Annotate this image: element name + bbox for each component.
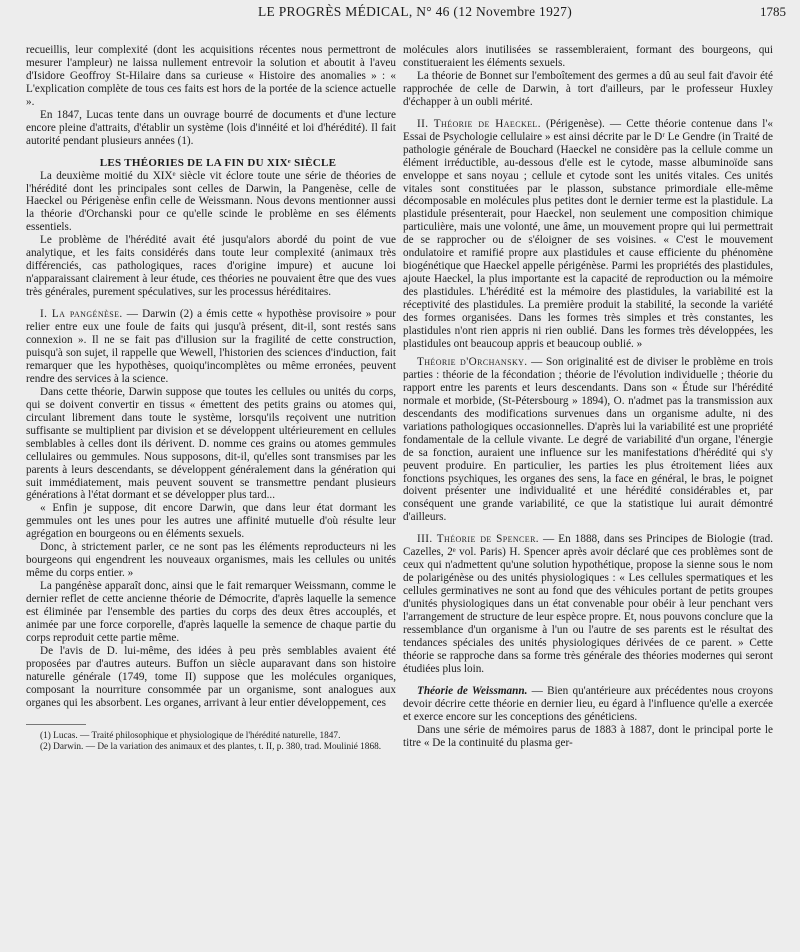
footnote: (2) Darwin. — De la variation des animaux et des plantes, t. II, p. 380, trad. Moulinié 1868.	[40, 741, 382, 752]
paragraph: La théorie de Bonnet sur l'emboîtement des germes a dû au seul fait d'avoir été rapprochée de celle de Darwin, à tort d'ailleurs, par le professeur Huxley d'échapper à un oubli mérité.	[403, 69, 773, 108]
paragraph-text: (Périgenèse). — Cette théorie contenue dans l'« Essai de Psychologie cellulaire » est ainsi décrite par le Dʳ Le Gendre (in Traité de pathologie générale de Bouchard (Haeckel ne considère pas la cellule comme un élément irréductible, au-dessous d'elle est le cytode, masse albuminoïde sans enveloppe et sans noyau ; cellule et cytode sont les unités vitales. Ces unités vitales sont constituées par le plasson, substance primordiale elle-même décomposable en molécules plus petites dont le dernier terme est la plastidule. La plastidule présenterait, pour Haeckel, non seulement une composition chimique particulière, mais une volonté, une âme, un mouvement propre qui lui permettrait de se rapprocher ou de s'éloigner de ses voisines. « C'est le mouvement ondulatoire et ramifié propre aux plastidules et cause efficiente du phénomène biogénétique que Haeckel appelle périgénèse. Parmi les propriétés des plastidules, ajoute Haeckel, la plus importante est la capacité de reproduction ou la mémoire des plastidules. L'hérédité est la mémoire des plastidules, la variabilité est la réceptivité des plastidules. La première produit la stabilité, la seconde la variété des formes organisées. Dans les formes très simples et très constantes, les plastidules n'ont rien appris ni rien oublié. Dans les formes très développées, les plastidules ont beaucoup appris et beaucoup oublié. »	[403, 117, 774, 350]
paragraph-text: — Bien qu'antérieure aux précédentes nous croyons devoir décrire cette théorie en dernier lieu, eu égard à l'influence qu'elle a exercée et exerce encore sur les conceptions des généticiens.	[403, 684, 773, 723]
paragraph: Dans une série de mémoires parus de 1883 à 1887, dont le principal porte le titre « De la continuité du plasma ger-	[403, 723, 773, 749]
paragraph	[403, 118, 773, 351]
paragraph: recueillis, leur complexité (dont les acquisitions récentes nous permettront de mesurer l'ampleur) ne laissa nullement entrevoir la solution et aboutit à l'aveu d'Isidore Geoffroy St-Hilaire dans sa curieuse « Histoire des anomalies » : « L'explication complète de tous ces faits est hors de la portée de la science actuelle ».	[26, 44, 396, 108]
page-number: 1785	[760, 4, 786, 19]
subheading-weissmann: Théorie de Weissmann.	[417, 684, 528, 697]
paragraph-text: — Darwin (2) a émis cette « hypothèse provisoire » pour relier entre eux une foule de faits qui jusqu'à présent, dit-il, sont restés sans connexion ». Il ne se fait pas d'illusion sur la fragilité de cette construction, puisqu'à son sujet, il rappelle que Wewell, l'historien des sciences d'induction, fait remarquer que les hypothèses, quoiqu'incomplètes ou même erronées, peuvent rendre des services à la science.	[26, 308, 396, 385]
footnote: (1) Lucas. — Traité philosophique et physiologique de l'hérédité naturelle, 1847.	[40, 730, 341, 741]
subheading-pangenese: I. La pangénèse.	[40, 308, 123, 321]
paragraph-text: — Son originalité est de diviser le problème en trois parties : théorie de la fécondation ; théorie de l'évolution individuelle ; théorie du rapport entre les parents et leurs descendants. Dans son « Étude sur l'hérédité normale et morbide, (St-Pétersbourg » 1894), O. n'admet pas la transmission aux descendants des modifications survenues dans un organisme adulte, ni des variations pathologiques occasionnelles. D'après lui la variabilité est une propriété fondamentale de la cellule vivante. Le degré de variabilité d'un organe, l'énergie de sa fonction, auraient une influence sur les manifestations d'hérédité qui s'y peuvent produire. En particulier, les parties les plus étroitement liées aux fonctions psychiques, les organes des sens, la face en général, le bras, le poignet doivent présenter une individualité et une hérédité considérables et, par conséquent une grande variabilité, ce que la statistique lui aurait démontré d'ailleurs.	[403, 355, 773, 524]
paragraph	[403, 533, 773, 675]
paragraph: Donc, à strictement parler, ce ne sont pas les éléments reproducteurs ni les bourgeons qui engendrent les nouveaux organismes, mais les cellules ou unités même du corps entier. »	[26, 541, 396, 580]
paragraph: De l'avis de D. lui-même, des idées à peu près semblables avaient été proposées par d'autres auteurs. Buffon un siècle auparavant dans son histoire naturelle générale (1749, tome II) suppose que les molécules organiques, composant la nourriture consommée par un organisme, sont analogues aux organes qui les absorbent. Les organes, arrivant à leur entier développement, ces	[26, 644, 396, 709]
paragraph: Dans cette théorie, Darwin suppose que toutes les cellules ou unités du corps, qui se doivent convertir en tissus « émettent des petits grains ou atomes qui, circulant librement dans toute le système, lorsqu'ils reçoivent une nutrition suffisante se multiplient par division et se développent ultérieurement en cellules semblables à celles dont ils dérivent. D. nomme ces grains ou atomes gemmules cellulaires ou gemmules. Nous supposons, dit-il, qu'elles sont transmises par les parents à leurs descendants, se développent généralement dans la génération qui suit immédiatement, mais peuvent souvent se transmettre pendant plusieurs générations à l'état dormant et se développer plus tard...	[26, 385, 396, 502]
left-column	[26, 44, 396, 940]
paragraph: La deuxième moitié du XIXᵉ siècle vit éclore toute une série de théories de l'hérédité dont les principales sont celles de Darwin, la Pangenèse, celle de Haeckel ou Périgenèse enfin celle de Weissmann. Nous devons mentionner aussi la théorie d'Orchanski pour ce qu'elle scinde le problème en ses éléments essentiels.	[26, 169, 396, 234]
paragraph: Le problème de l'hérédité avait été jusqu'alors abordé du point de vue analytique, et les faits considérés dans toute leur complexité (animaux très différenciés, cas pathologiques, races d'origine impure) et aucune loi n'apparaissant clairement à leur étude, ces théories ne pouvaient être que des vues très générales, purement spéculatives, sur les processus héréditaires.	[26, 234, 396, 299]
paragraph	[403, 685, 773, 724]
paragraph-text: — En 1888, dans ses Principes de Biologie (trad. Cazelles, 2ᵉ vol. Paris) H. Spencer après avoir déclaré que ces problèmes sont de ceux qui n'admettent qu'une solution hypothétique, propose la sienne sous le nom de polarigénèse ou des unités physiologiques : « Les cellules spermatiques et les cellules germinatives ne sont au fond que des véhicules portant de petits groupes d'unités physiologiques dans un état convenable pour obéir à leur penchant vers l'arrangement de structure de leur espèce propre. Et, nous pouvons conclure que la ressemblance d'un organisme à l'un ou l'autre de ses parents est le résultat des tendances spéciales des unités physiologiques dérivées de ce parent. » Cette théorie se rapproche dans sa forme très générale des théories modernes qui seront étudiées plus loin.	[403, 533, 773, 675]
running-header	[0, 4, 800, 24]
paragraph	[403, 356, 773, 524]
paragraph: « Enfin je suppose, dit encore Darwin, que dans leur état dormant les gemmules ont les unes pour les autres une affinité mutuelle d'où résulte leur agrégation en bourgeons ou en éléments sexuels.	[26, 502, 396, 541]
subheading-orchansky: Théorie d'Orchansky.	[417, 355, 528, 368]
paragraph	[26, 308, 396, 386]
section-title: LES THÉORIES DE LA FIN DU XIXᵉ SIÈCLE	[99, 156, 337, 169]
subheading-haeckel: II. Théorie de Haeckel.	[417, 117, 541, 130]
right-column	[403, 44, 773, 940]
paragraph: molécules alors inutilisées se rassembleraient, formant des bourgeons, qui constitueraient les éléments sexuels.	[403, 44, 773, 69]
paragraph: En 1847, Lucas tente dans un ouvrage bourré de documents et d'une lecture encore pleine d'attraits, d'établir un système (lois d'innéité et loi d'hérédité). Il fait autorité pendant plusieurs années (1).	[26, 108, 396, 147]
paragraph: La pangénèse apparaît donc, ainsi que le fait remarquer Weissmann, comme le dernier reflet de cette ancienne théorie de Démocrite, d'après laquelle la semence est éliminée par l'ensemble des parties du corps des deux êtres accouplés, et animée par une force corporelle, d'après laquelle la semence de chaque partie du corps reproduit cette partie même.	[26, 580, 396, 644]
subheading-spencer: III. Théorie de Spencer.	[417, 533, 540, 546]
footnote-divider	[26, 724, 86, 725]
journal-title: LE PROGRÈS MÉDICAL, N° 46 (12 Novembre 1927)	[257, 4, 573, 19]
